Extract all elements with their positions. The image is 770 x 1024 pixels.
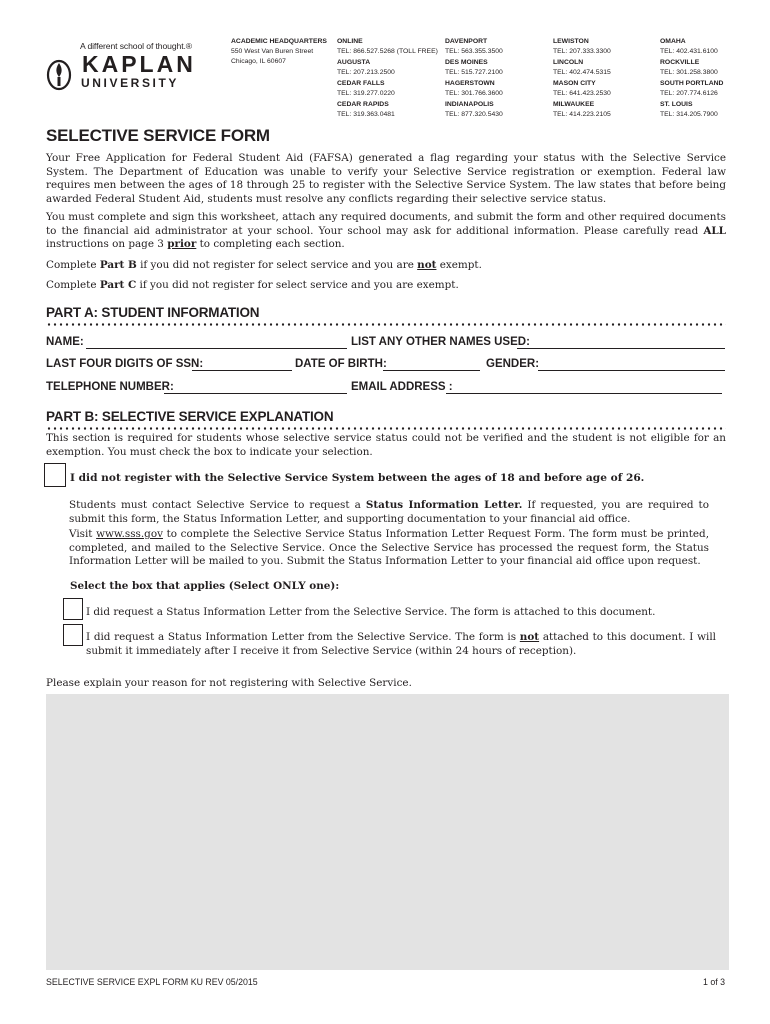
logo-subtitle: UNIVERSITY: [81, 76, 180, 90]
select-one-label: Select the box that applies (Select ONLY one):: [70, 580, 340, 592]
not-registered-checkbox[interactable]: [44, 463, 66, 487]
ssn-label: LAST FOUR DIGITS OF SSN:: [46, 358, 204, 370]
dob-field[interactable]: [383, 370, 480, 371]
intro-paragraph-1: Your Free Application for Federal Student Aid (FAFSA) generated a flag regarding your status with the Selective Service System. The Department of Education was unable to verify your Selective Service registration or exemption. Federal law requires men between the ages of 18 through 25 to register with the Selective Service System. The law states that before being awarded Federal Student Aid, students must resolve any conflicts regarding their selective service status.: [46, 152, 726, 205]
ssn-field[interactable]: [192, 370, 292, 371]
other-names-label: LIST ANY OTHER NAMES USED:: [351, 336, 530, 348]
sss-visit-info: Visit www.sss.gov to complete the Selective Service Status Information Letter Request Form. The form must be printed, completed, and mailed to the Selective Service. Once the Selective Service has processed the request form, the Status Information Letter will be mailed to you. Submit the Status Information Letter to your financial aid office upon request.: [69, 528, 709, 568]
tagline: A different school of thought.®: [80, 41, 193, 51]
explanation-textarea[interactable]: [46, 694, 729, 970]
name-label: NAME:: [46, 336, 84, 348]
gender-field[interactable]: [538, 370, 725, 371]
office-headquarters: ACADEMIC HEADQUARTERS 550 West Van Buren Street Chicago, IL 60607: [231, 38, 327, 65]
section-divider: [46, 427, 726, 430]
office-column-2: DAVENPORT TEL: 563.355.3500 DES MOINES TEL: 515.727.2100 HAGERSTOWN TEL: 301.766.3600 INDIANAPOLIS TEL: 877.320.5430: [445, 38, 503, 118]
instruction-part-c: Complete Part C if you did not register for select service and you are exempt.: [46, 279, 459, 291]
part-b-description: This section is required for students whose selective service status could not be verified and the student is not eligible for an exemption. You must check the box to indicate your selection.: [46, 432, 726, 458]
other-names-field[interactable]: [517, 348, 725, 349]
phone-field[interactable]: [164, 393, 347, 394]
torch-logo-icon: [46, 57, 72, 91]
dob-label: DATE OF BIRTH:: [295, 358, 387, 370]
email-field[interactable]: [446, 393, 722, 394]
section-divider: [46, 323, 726, 326]
letter-attached-label: I did request a Status Information Letter from the Selective Service. The form is attached to this document.: [86, 606, 656, 618]
letter-not-attached-checkbox[interactable]: [63, 624, 83, 646]
email-label: EMAIL ADDRESS :: [351, 381, 453, 393]
explain-label: Please explain your reason for not registering with Selective Service.: [46, 677, 412, 689]
form-title: SELECTIVE SERVICE FORM: [46, 126, 270, 145]
part-b-title: PART B: SELECTIVE SERVICE EXPLANATION: [46, 409, 334, 424]
letter-attached-checkbox[interactable]: [63, 598, 83, 620]
phone-label: TELEPHONE NUMBER:: [46, 381, 174, 393]
gender-label: GENDER:: [486, 358, 540, 370]
not-registered-label: I did not register with the Selective Service System between the ages of 18 and before age of 26.: [70, 472, 645, 484]
name-field[interactable]: [86, 348, 347, 349]
office-column-4: OMAHA TEL: 402.431.6100 ROCKVILLE TEL: 301.258.3800 SOUTH PORTLAND TEL: 207.774.6126 ST. LOUIS TEL: 314.205.7900: [660, 38, 724, 118]
intro-paragraph-2: You must complete and sign this worksheet, attach any required documents, and submit the form and other required documents to the financial aid administrator at your school. Your school may ask for additional information. Please carefully read ALL instructions on page 3 prior to completing each section.: [46, 211, 726, 251]
letter-not-attached-label: I did request a Status Information Letter from the Selective Service. The form is not attached to this document. I will submit it immediately after I receive it from Selective Service (within 24 hours of reception).: [86, 631, 716, 657]
office-column-1: ONLINE TEL: 866.527.5268 (TOLL FREE) AUGUSTA TEL: 207.213.2500 CEDAR FALLS TEL: 319.277.0220 CEDAR RAPIDS TEL: 319.363.0481: [337, 38, 438, 118]
office-column-3: LEWISTON TEL: 207.333.3300 LINCOLN TEL: 402.474.5315 MASON CITY TEL: 641.423.2530 MILWAUKEE TEL: 414.223.2105: [553, 38, 611, 118]
logo-wordmark: KAPLAN: [82, 51, 196, 77]
status-letter-info: Students must contact Selective Service to request a Status Information Letter. If requested, you are required to submit this form, the Status Information Letter, and supporting documentation to your financial aid office.: [69, 499, 709, 525]
sss-link[interactable]: www.sss.gov: [96, 528, 163, 540]
instruction-part-b: Complete Part B if you did not register for select service and you are not exempt.: [46, 259, 482, 271]
page-number: 1 of 3: [702, 977, 725, 987]
part-a-title: PART A: STUDENT INFORMATION: [46, 305, 260, 320]
footer-form-id: SELECTIVE SERVICE EXPL FORM KU REV 05/2015: [46, 977, 258, 987]
